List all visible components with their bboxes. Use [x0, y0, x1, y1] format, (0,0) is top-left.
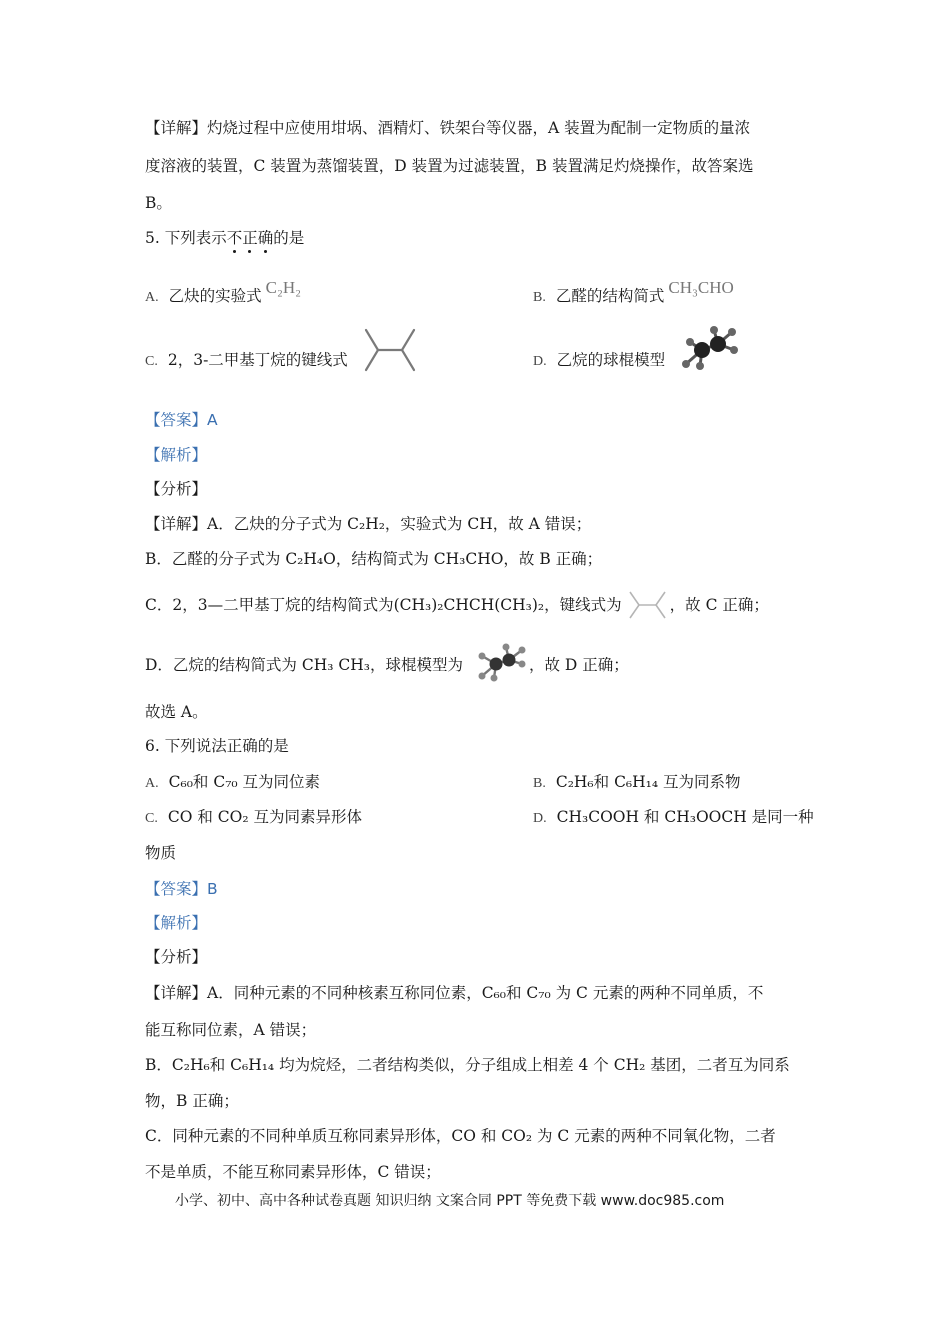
c2h2-formula-image: C₂H₂ [265, 278, 302, 297]
footer-ad-text: 小学、初中、高中各种试卷真题 知识归纳 文案合同 PPT 等免费下载 www.doc985.com [175, 1193, 725, 1209]
intro-line-3: B。 [145, 194, 172, 212]
q6-option-c: C. CO 和 CO₂ 互为同素异形体 [145, 808, 362, 826]
q6-option-d: D. CH₃COOH 和 CH₃OOCH 是同一种 [533, 808, 814, 826]
q5-fenxi: 【分析】 [145, 480, 208, 498]
q6-option-b: B. C₂H₆和 C₆H₁₄ 互为同系物 [533, 773, 741, 791]
ethane-ball-stick-small-image [476, 642, 528, 684]
q6-answer: 【答案】B [145, 880, 218, 898]
ethane-ball-stick-model-image [680, 324, 740, 372]
q6-detail-2: B．C₂H₆和 C₆H₁₄ 均为烷烃，二者结构类似，分子组成上相差 4 个 CH₂ 基团，二者互为同系 [145, 1056, 790, 1074]
q6-detail-2b: 物，B 正确； [145, 1092, 239, 1110]
q6-detail-3: C．同种元素的不同种单质互称同素异形体，CO 和 CO₂ 为 C 元素的两种不同氧化物，二者 [145, 1127, 776, 1145]
q5-option-b: B. 乙醛的结构简式 CH₃CHO [533, 278, 734, 305]
q6-fenxi: 【分析】 [145, 948, 208, 966]
q6-detail-1b: 能互称同位素，A 错误； [145, 1021, 317, 1039]
q5-detail-2: B．乙醛的分子式为 C₂H₄O，结构简式为 CH₃CHO，故 B 正确； [145, 550, 603, 568]
bond-line-structure-image [364, 328, 418, 374]
q6-stem: 6. 下列说法正确的是 [145, 737, 289, 755]
q5-analysis-label: 【解析】 [145, 446, 208, 464]
intro-line-1: 【详解】灼烧过程中应使用坩埚、酒精灯、铁架台等仪器，A 装置为配制一定物质的量浓 [145, 119, 751, 137]
q5-option-a: A. 乙炔的实验式 C₂H₂ [145, 278, 302, 305]
intro-line-2: 度溶液的装置，C 装置为蒸馏装置，D 装置为过滤装置，B 装置满足灼烧操作，故答案选 [145, 157, 754, 175]
q5-conclusion: 故选 A。 [145, 703, 208, 721]
q5-detail-1: 【详解】A．乙炔的分子式为 C₂H₂，实验式为 CH，故 A 错误； [145, 515, 592, 533]
bond-line-structure-small-image [628, 590, 668, 622]
q6-option-d-cont: 物质 [145, 844, 177, 862]
q5-option-c: C. 2，3-二甲基丁烷的键线式 [145, 351, 348, 369]
q5-detail-3: C．2，3—二甲基丁烷的结构简式为(CH₃)₂CHCH(CH₃)₂，键线式为 ，故 C 正确； [145, 596, 769, 614]
ch3cho-formula-image: CH₃CHO [668, 278, 734, 297]
q6-detail-3b: 不是单质，不能互称同素异形体，C 错误； [145, 1163, 441, 1181]
q5-option-d: D. 乙烷的球棍模型 [533, 351, 666, 369]
q5-answer: 【答案】A [145, 411, 218, 429]
q6-detail-1: 【详解】A．同种元素的不同种核素互称同位素，C₆₀和 C₇₀ 为 C 元素的两种不同单质，不 [145, 984, 764, 1002]
q5-stem: 5. 下列表示不正确的是 [145, 229, 305, 247]
q6-analysis-label: 【解析】 [145, 914, 208, 932]
q5-detail-4: D．乙烷的结构简式为 CH₃ CH₃，球棍模型为 ，故 D 正确； [145, 656, 629, 674]
q6-option-a: A. C₆₀和 C₇₀ 互为同位素 [145, 773, 321, 791]
